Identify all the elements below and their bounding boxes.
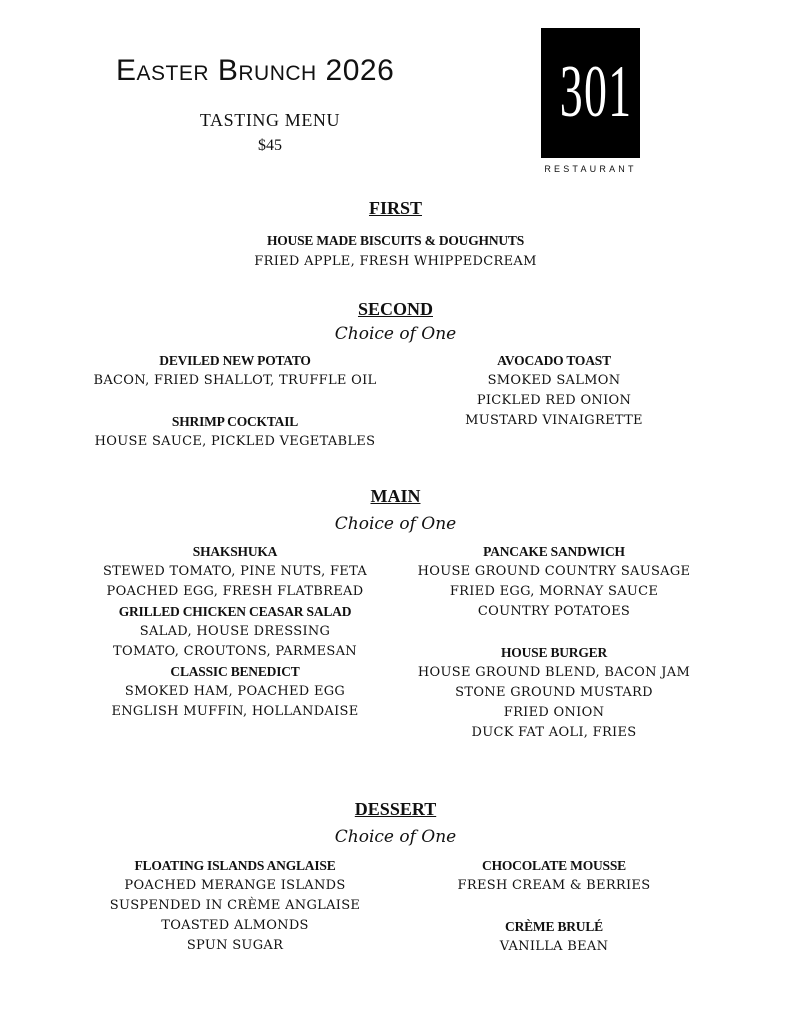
menu-item-desc: COUNTRY POTATOES (477, 604, 631, 619)
menu-item-desc: POACHED MERANGE ISLANDS (124, 878, 346, 893)
menu-item-desc: TOMATO, CROUTONS, PARMESAN (113, 644, 357, 659)
second-left-column (70, 351, 400, 452)
section-heading-first: FIRST (368, 198, 422, 218)
menu-item-name: PANCAKE SANDWICH (483, 544, 625, 559)
menu-title: Easter Brunch 2026 (116, 54, 395, 87)
menu-item-desc: BACON, FRIED SHALLOT, TRUFFLE OIL (93, 373, 377, 388)
menu-item-desc: STONE GROUND MUSTARD (455, 685, 653, 700)
menu-item-desc: SMOKED HAM, POACHED EGG (124, 684, 346, 699)
menu-item-name: CRÈME BRULÉ (505, 919, 603, 934)
choice-label: Choice of One (334, 324, 457, 344)
main-right-column (390, 542, 718, 743)
main-left-column (70, 542, 400, 722)
dessert-left-column (70, 856, 400, 956)
menu-item-desc: FRIED EGG, MORNAY SAUCE (449, 584, 659, 599)
menu-item-name: CHOCOLATE MOUSSE (482, 858, 626, 873)
logo-number: 301 (559, 51, 633, 133)
menu-item-desc: SMOKED SALMON (487, 373, 621, 388)
menu-item-name: GRILLED CHICKEN CEASAR SALAD (118, 604, 352, 619)
menu-item-desc: FRIED ONION (503, 705, 605, 720)
menu-item-name: SHRIMP COCKTAIL (171, 414, 299, 429)
menu-item-desc: HOUSE GROUND BLEND, BACON JAM (417, 665, 691, 680)
section-heading-dessert: DESSERT (354, 799, 437, 819)
restaurant-logo (541, 28, 640, 158)
menu-item-desc: VANILLA BEAN (499, 939, 609, 954)
menu-item-name: HOUSE MADE BISCUITS & DOUGHNUTS (266, 233, 525, 248)
menu-item-desc: DUCK FAT AOLI, FRIES (471, 725, 637, 740)
menu-item-desc: STEWED TOMATO, PINE NUTS, FETA (102, 564, 368, 579)
menu-item-desc: HOUSE SAUCE, PICKLED VEGETABLES (94, 434, 376, 449)
first-course (180, 231, 611, 272)
section-heading-main: MAIN (370, 486, 421, 506)
logo-subtext: RESTAURANT (544, 164, 637, 174)
second-right-column (390, 351, 718, 431)
menu-item-desc: PICKLED RED ONION (476, 393, 632, 408)
menu-item-desc: SALAD, HOUSE DRESSING (139, 624, 331, 639)
menu-item-desc: MUSTARD VINAIGRETTE (465, 413, 643, 428)
menu-item-desc: ENGLISH MUFFIN, HOLLANDAISE (111, 704, 359, 719)
choice-label: Choice of One (334, 827, 457, 847)
menu-subtitle: TASTING MENU (199, 110, 341, 130)
menu-item-desc: SUSPENDED IN CRÈME ANGLAISE (109, 898, 361, 913)
choice-label: Choice of One (334, 514, 457, 534)
menu-item-name: CLASSIC BENEDICT (170, 664, 300, 679)
menu-item-desc: FRESH CREAM & BERRIES (457, 878, 651, 893)
menu-price: $45 (258, 137, 282, 154)
section-heading-second: SECOND (357, 299, 433, 319)
dessert-right-column (390, 856, 718, 957)
menu-item-name: DEVILED NEW POTATO (159, 353, 311, 368)
menu-item-name: FLOATING ISLANDS ANGLAISE (134, 858, 336, 873)
menu-item-desc: FRIED APPLE, FRESH WHIPPEDCREAM (254, 254, 537, 269)
menu-item-name: AVOCADO TOAST (497, 353, 611, 368)
menu-item-desc: POACHED EGG, FRESH FLATBREAD (106, 584, 364, 599)
menu-item-name: SHAKSHUKA (192, 544, 278, 559)
menu-item-desc: TOASTED ALMONDS (161, 918, 309, 933)
menu-item-name: HOUSE BURGER (501, 645, 607, 660)
menu-item-desc: HOUSE GROUND COUNTRY SAUSAGE (417, 564, 691, 579)
menu-item-desc: SPUN SUGAR (186, 938, 284, 953)
